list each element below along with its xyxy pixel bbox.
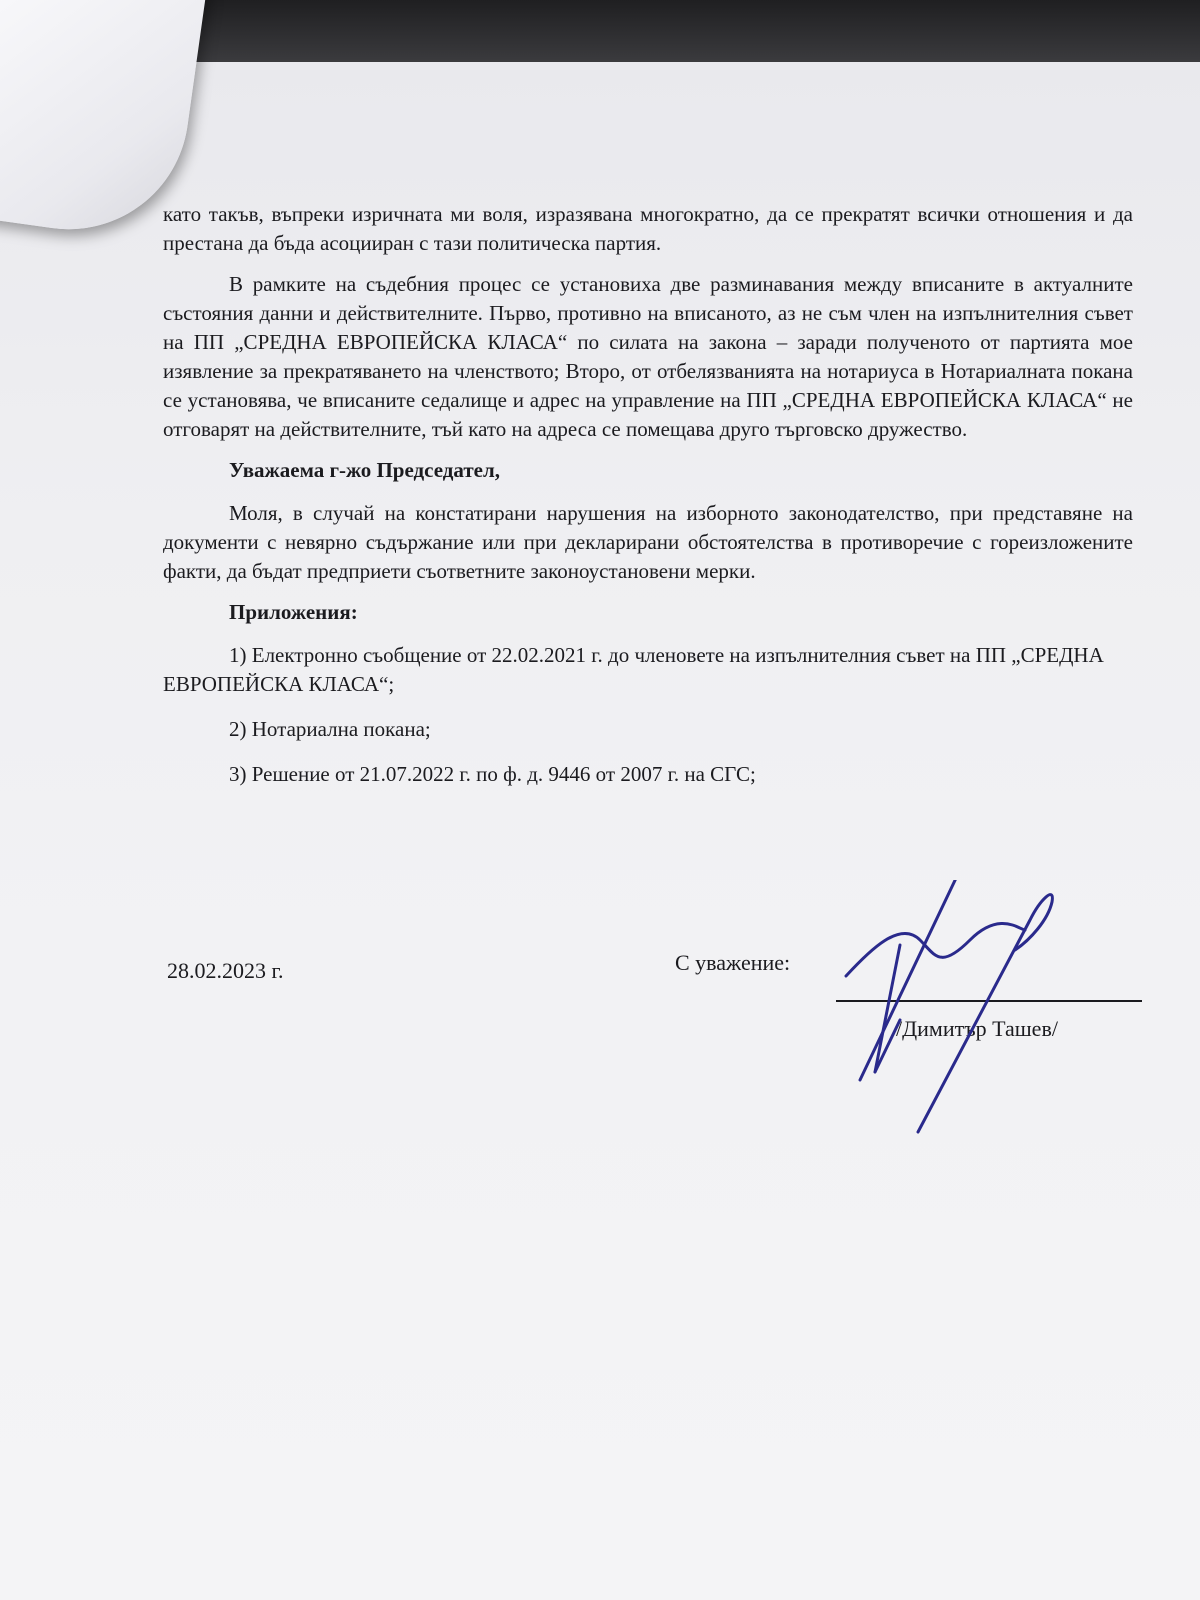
paragraph-discrepancies: В рамките на съдебния процес се установиха две разминавания между вписаните в актуалните състояния данни и действителните. Първо, противно на вписаното, аз не съм член на изпълнителния съвет на ПП „СРЕДНА ЕВРОПЕЙСКА КЛАСА“ по силата на закона – заради полученото от партията мое изявление за прекратяването на членството; Второ, от отбелязванията на нотариуса в Нотариалната покана се установява, че вписаните седалище и адрес на управление на ПП „СРЕДНА ЕВРОПЕЙСКА КЛАСА“ не отговарят на действителните, тъй като на адреса се помещава друго търговско дружество. — [163, 272, 1133, 441]
attachments-heading: Приложения: — [229, 600, 358, 624]
salutation: Уважаема г-жо Председател, — [229, 458, 501, 482]
attachment-item: 1) Електронно съобщение от 22.02.2021 г. до членовете на изпълнителния съвет на ПП „СРЕДНА ЕВРОПЕЙСКА КЛАСА“; — [163, 643, 1104, 696]
paragraph-continuation: като такъв, въпреки изричната ми воля, изразявана многократно, да се прекратят всички отношения и да престана да бъда асоцииран с тази политическа партия. — [163, 202, 1133, 255]
closing-regards: С уважение: — [675, 950, 791, 975]
handwritten-signature — [840, 880, 1100, 1160]
document-body — [163, 200, 1133, 805]
paragraph-request: Моля, в случай на констатирани нарушения на изборното законодателство, при представяне на документи с невярно съдържание или при декларирани обстоятелства в противоречие с гореизложените факти, да бъдат предприети съответните законоустановени мерки. — [163, 501, 1133, 583]
attachment-item: 2) Нотариална покана; — [229, 717, 431, 741]
document-date: 28.02.2023 г. — [167, 958, 284, 983]
signatory-name: /Димитър Ташев/ — [896, 1016, 1058, 1041]
attachment-item: 3) Решение от 21.07.2022 г. по ф. д. 9446 от 2007 г. на СГС; — [229, 762, 756, 786]
